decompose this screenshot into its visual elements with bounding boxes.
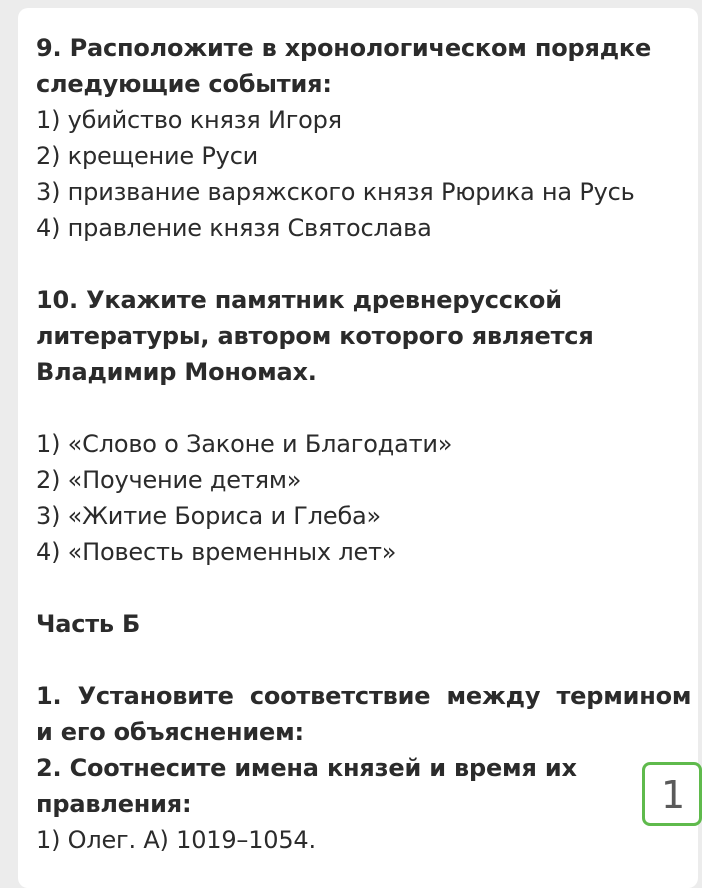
q10-title-line-1: 10. Укажите памятник древнерусской [36,286,562,314]
q10-option-4: 4) «Повесть временных лет» [36,538,397,566]
q10-title-line-2: литературы, автором которого является [36,322,594,350]
part-b-q1-line-2: и его объяснением: [36,718,304,746]
q10-option-1: 1) «Слово о Законе и Благодати» [36,430,453,458]
part-b-q2-line-2: правления: [36,790,192,818]
spacer [36,246,686,282]
document-content [36,30,692,858]
q9-option-1: 1) убийство князя Игоря [36,106,342,134]
spacer [36,642,686,678]
q9-title-line-1: 9. Расположите в хронологическом порядке [36,34,652,62]
q9-option-2: 2) крещение Руси [36,142,259,170]
q10-option-2: 2) «Поучение детям» [36,466,302,494]
q9-option-4: 4) правление князя Святослава [36,214,432,242]
part-b-q2-item-1: 1) Олег. А) 1019–1054. [36,826,316,854]
spacer [36,390,686,426]
spacer [36,570,686,606]
part-b-q2-line-1: 2. Соотнесите имена князей и время их [36,754,577,782]
part-b-q1-line-1: 1. Установите соответствие между термином [36,682,692,710]
scroll-top-glyph: 1 [661,773,686,817]
scroll-top-button[interactable] [642,762,702,826]
q9-title-line-2: следующие события: [36,70,332,98]
q10-title-line-3: Владимир Мономах. [36,358,317,386]
q10-option-3: 3) «Житие Бориса и Глеба» [36,502,382,530]
q9-option-3: 3) призвание варяжского князя Рюрика на Русь [36,178,635,206]
part-b-heading: Часть Б [36,610,141,638]
